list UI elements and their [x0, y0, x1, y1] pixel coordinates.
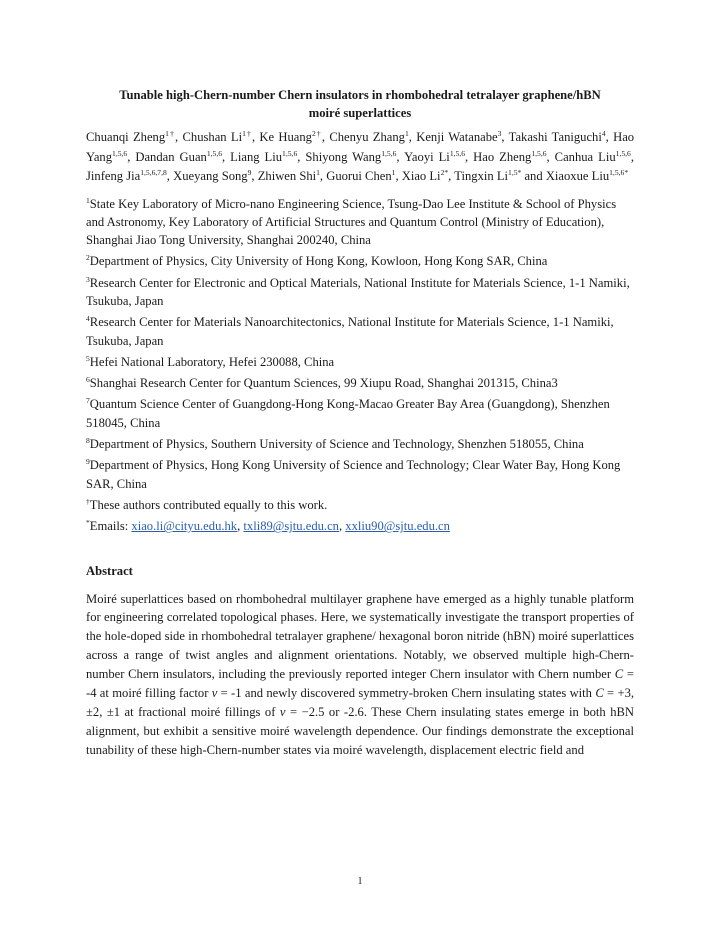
abstract-text: = −2.5 or -2.6. These Chern insulating states emerge in both hBN alignment, but exhibit a sensitive moiré wavelength dependence. Our findings demonstrate the exceptional tunability of these high-Chern-number states via moiré wavelength, displacement electric field and: [86, 704, 634, 757]
affiliation-text: Research Center for Materials Nanoarchitectonics, National Institute for Materials Science, 1-1 Namiki, Tsukuba, Japan: [86, 315, 614, 348]
author-affiliation-sup: 1,5*: [508, 167, 522, 177]
author-name: Kenji Watanabe: [416, 130, 498, 144]
affiliation-sup: 3: [86, 274, 90, 284]
affiliation-sup: 9: [86, 457, 90, 467]
affiliation-item: [86, 435, 634, 453]
affiliation-text: Shanghai Research Center for Quantum Sciences, 99 Xiupu Road, Shanghai 201315, China3: [89, 376, 558, 391]
author-affiliation-sup: 1: [316, 167, 320, 177]
affiliation-list: [86, 195, 634, 515]
affiliation-item: [86, 353, 634, 371]
email-separator: ,: [237, 519, 244, 534]
author-affiliation-sup: 1,5,6: [449, 148, 465, 158]
author-affiliation-sup: 4: [601, 128, 606, 138]
affiliation-item: [86, 395, 634, 432]
affiliation-text: Hefei National Laboratory, Hefei 230088, China: [89, 354, 335, 369]
emails-line: [86, 517, 634, 535]
author-name: Shiyong Wang: [305, 149, 382, 164]
affiliation-sup: 5: [86, 353, 90, 363]
affiliation-item: [86, 374, 634, 392]
affiliation-text: Quantum Science Center of Guangdong-Hong Kong-Macao Greater Bay Area (Guangdong), Shenzhen 518045, China: [86, 397, 610, 430]
author-affiliation-sup: 2*: [440, 167, 449, 177]
author-name: Hao Yang: [86, 130, 635, 164]
affiliation-item: [86, 496, 634, 514]
author-affiliation-sup: 1,5,6: [112, 148, 128, 158]
abstract-heading: Abstract: [86, 563, 133, 578]
affiliation-sup: 4: [86, 314, 90, 324]
affiliation-sup: 1: [86, 195, 90, 205]
affiliation-text: These authors contributed equally to this work.: [89, 497, 328, 512]
nu-symbol: ν: [211, 686, 218, 701]
affiliation-item: [86, 274, 634, 311]
nu-symbol: ν: [279, 704, 286, 719]
author-list: Chuanqi Zheng$^{1\dagger}$, Chushan $Li^{1\dagger}$, Ke Huang$^{2\dagger}$, Chenyu Zhang$^1$, Kenji Watanabe$^3$, Takashi Taniguchi$^4$, Hao Yang$^{1,5,6}$, Dandan Guan$^{1,5,6}$, Liang Liu$^{1,5,6}$, Shiyong Wang$^{1,5,6}$, Yaoyi Li$^{1,5,6}$, Hao Zheng$^{1,5,6}$, Canhua Liu$^{1,5,6}$, Jinfeng Jia$^{1,5,6,7,8}$, Xueyang Song$^9$, Zhiwen Shi$^1$, Guorui Chen$^1$, Xiao $Li^{2*}$, Tingxin $Li^{1,5*}$ and Xiaoxue Liu$^{1,5,6*}$: [86, 128, 635, 183]
author-name: Xiao Li: [401, 169, 441, 183]
author-affiliation-sup: 2†: [311, 128, 322, 138]
abstract-text: Moiré superlattices based on rhombohedral multilayer graphene have emerged as a highly tunable platform for engineering correlated topological phases. Here, we systematically investigate the transport properties of the hole-doped side in rhombohedral tetralayer graphene/ hexagonal boron nitride (hBN) moiré superlattices across a range of twist angles and alignment orientations. Notably, we observed multiple high-Chern-number Chern insulators, including the previously reported integer Chern insulator with Chern number: [86, 591, 634, 682]
paper-title: [86, 86, 634, 122]
author-affiliation-sup: 1,5,6*: [609, 167, 629, 177]
emails-sup: *: [86, 518, 90, 528]
author-affiliation-sup: 1,5,6: [615, 148, 631, 158]
author-name: Yaoyi Li: [404, 149, 450, 164]
email-link-1[interactable]: xiao.li@cityu.edu.hk: [131, 519, 238, 534]
chern-symbol: C: [595, 686, 604, 701]
chern-symbol: C: [614, 667, 624, 682]
author-affiliation-sup: 1†: [165, 128, 176, 138]
author-name: Chushan Li: [182, 130, 243, 144]
author-name: Xueyang Song: [173, 169, 248, 183]
abstract-text: = -4 at moiré filling factor: [86, 667, 634, 701]
affiliation-text: Department of Physics, Southern University of Science and Technology, Shenzhen 518055, China: [89, 437, 584, 452]
author-affiliation-sup: 1,5,6: [531, 148, 547, 158]
affiliation-sup: 7: [86, 396, 90, 406]
affiliation-item: [86, 252, 634, 270]
author-name: Guorui Chen: [326, 169, 392, 183]
affiliation-text: Department of Physics, Hong Kong University of Science and Technology; Clear Water Bay, Hong Kong SAR, China: [86, 458, 621, 491]
affiliation-sup: 2: [86, 253, 90, 263]
abstract-text: = +3, ±2, ±1 at fractional moiré fillings of: [86, 686, 635, 719]
author-name: Liang Liu: [230, 149, 283, 164]
affiliation-text: Research Center for Electronic and Optical Materials, National Institute for Materials Science, 1-1 Namiki, Tsukuba, Japan: [86, 275, 630, 308]
affiliation-item: [86, 456, 634, 493]
affiliation-item: [86, 313, 634, 350]
author-name: Xiaoxue Liu: [545, 169, 610, 183]
email-link-3[interactable]: xxliu90@sjtu.edu.cn: [345, 519, 450, 534]
affiliation-text: State Key Laboratory of Micro-nano Engineering Science, Tsung-Dao Lee Institute & School of Physics and Astronomy, Key Laboratory of Artificial Structures and Quantum Control (Ministry of Education), Shanghai Jiao Tong University, Shanghai 200240, China: [86, 196, 617, 248]
author-name: Ke Huang: [259, 130, 312, 144]
author-affiliation-sup: 1†: [242, 128, 252, 138]
abstract-text: = -1 and newly discovered symmetry-broken Chern insulating states with: [217, 686, 596, 701]
author-name: Canhua Liu: [554, 149, 616, 164]
author-affiliation-sup: 1,5,6,7,8: [140, 167, 167, 177]
author-affiliation-sup: 3: [497, 128, 502, 138]
email-separator: ,: [338, 519, 346, 534]
affiliation-item: [86, 195, 634, 250]
title-line-1: Tunable high-Chern-number Chern insulators in rhombohedral tetralayer graphene/hBN: [119, 88, 601, 102]
author-name: Chuanqi Zheng: [86, 130, 166, 144]
page-number: 1: [357, 876, 363, 887]
author-affiliation-sup: 1: [391, 167, 396, 177]
author-name: Tingxin Li: [454, 169, 509, 183]
affiliation-sup: 6: [86, 374, 90, 384]
author-affiliation-sup: 1,5,6: [381, 148, 397, 158]
author-and: and: [524, 169, 543, 183]
affiliation-text: Department of Physics, City University of Hong Kong, Kowloon, Hong Kong SAR, China: [89, 254, 548, 269]
affiliation-sup: 8: [86, 435, 90, 445]
author-affiliation-sup: 1,5,6: [282, 148, 298, 158]
emails-label: Emails:: [89, 519, 132, 534]
author-name: Dandan Guan: [135, 149, 207, 164]
affiliation-sup: †: [86, 496, 90, 506]
author-name: Hao Zheng: [473, 149, 532, 164]
author-affiliation-sup: 1,5,6: [206, 148, 223, 158]
author-name: Jinfeng Jia: [86, 169, 141, 183]
abstract-body: [86, 590, 634, 760]
author-affiliation-sup: 1: [404, 128, 409, 138]
author-name: Zhiwen Shi: [257, 169, 317, 183]
email-link-2[interactable]: txli89@sjtu.edu.cn: [243, 519, 339, 534]
title-line-2: moiré superlattices: [308, 106, 412, 120]
author-affiliation-sup: 9: [247, 167, 252, 177]
author-name: Chenyu Zhang: [329, 130, 405, 144]
paper-page: [86, 86, 634, 760]
author-name: Takashi Taniguchi: [508, 130, 602, 144]
